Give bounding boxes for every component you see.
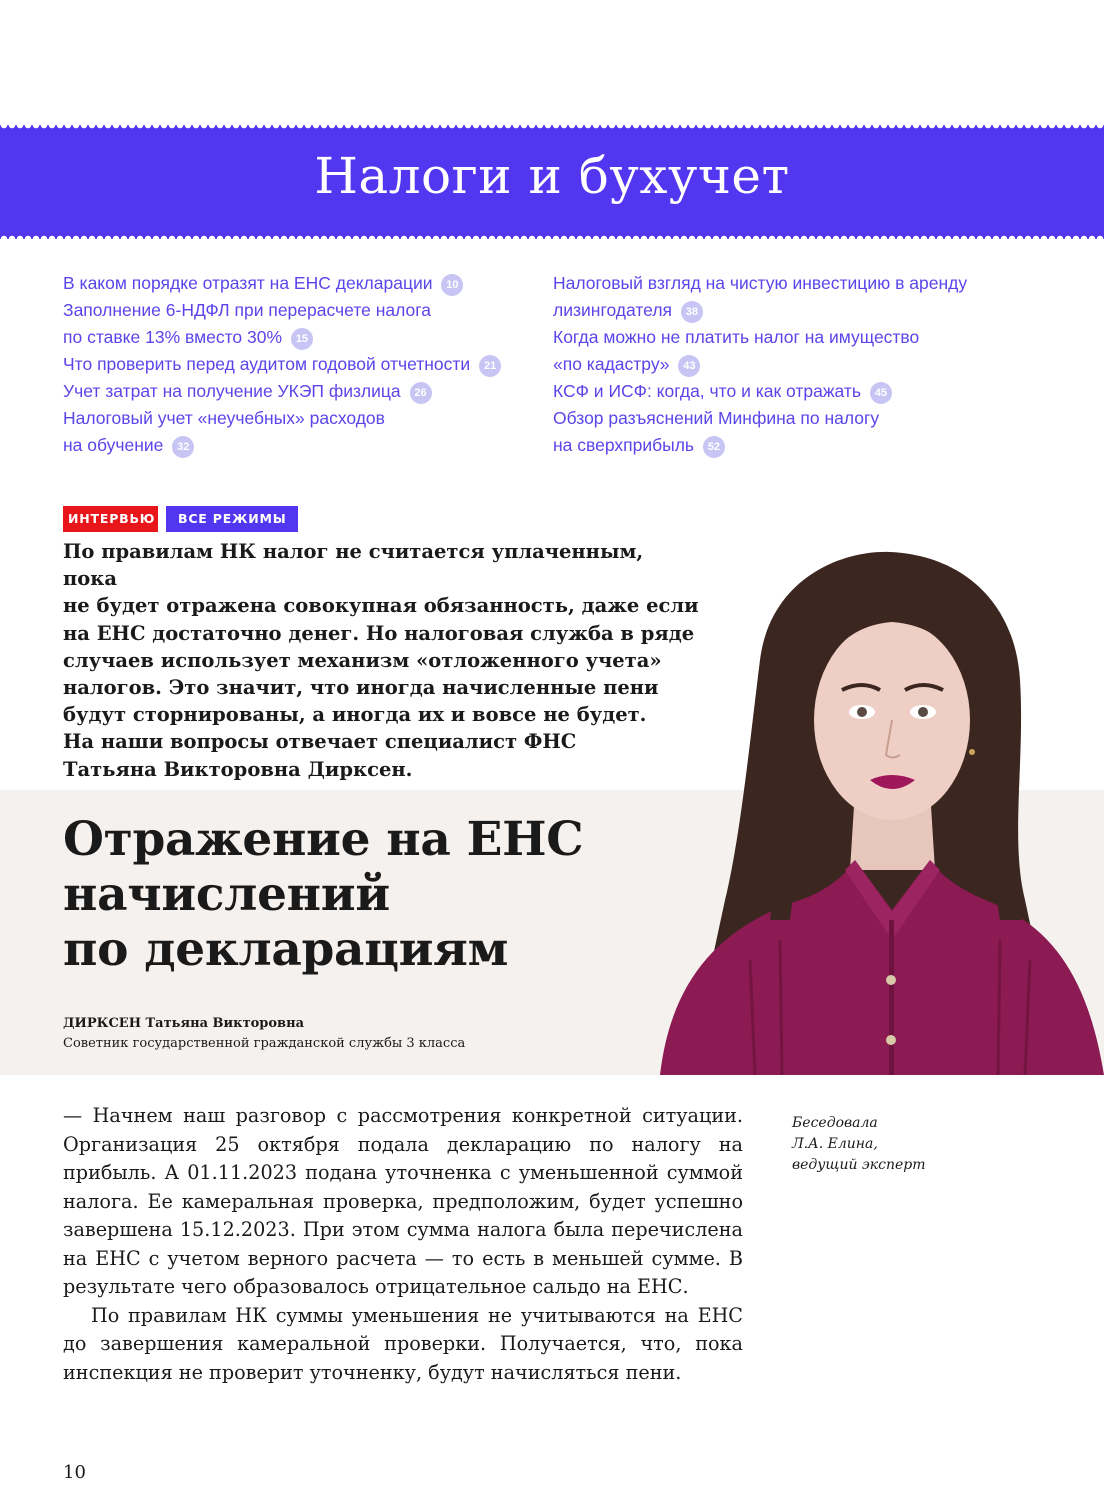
toc-item[interactable]: Налоговый учет «неучебных» расходов на обучение 32 bbox=[63, 405, 523, 459]
toc-item[interactable]: Обзор разъяснений Минфина по налогу на сверхприбыль 52 bbox=[553, 405, 1053, 459]
toc-column-right bbox=[553, 270, 1053, 459]
section-title: Налоги и бухучет bbox=[314, 147, 790, 205]
page-badge: 52 bbox=[703, 436, 725, 458]
author-name: ДИРКСЕН Татьяна Викторовна bbox=[63, 1016, 305, 1031]
author-role: Советник государственной гражданской службы 3 класса bbox=[63, 1036, 466, 1051]
page-badge: 32 bbox=[172, 436, 194, 458]
lead-paragraph: По правилам НК налог не считается уплаченным, пока не будет отражена совокупная обязанность, даже если на ЕНС достаточно денег. Но налоговая служба в ряде случаев использует механизм «отложенного учета» налогов. Это значит, что иногда начисленные пени будут сторнированы, а иногда их и вовсе не будет. На наши вопросы отвечает специалист ФНС Татьяна Викторовна Дирксен. bbox=[63, 540, 699, 781]
page-number: 10 bbox=[63, 1462, 86, 1483]
page-badge: 10 bbox=[441, 274, 463, 296]
toc-column-left bbox=[63, 270, 523, 459]
toc-item[interactable]: Учет затрат на получение УКЭП физлица 26 bbox=[63, 378, 523, 405]
article-tags bbox=[63, 506, 298, 532]
body-paragraph: По правилам НК суммы уменьшения не учитываются на ЕНС до завершения камеральной проверки. Получается, что, пока инспекция не проверит уточненку, будут начисляться пени. bbox=[63, 1303, 743, 1384]
page-badge: 43 bbox=[678, 355, 700, 377]
tag-interview[interactable]: ИНТЕРВЬЮ bbox=[63, 506, 158, 532]
toc-item[interactable]: КСФ и ИСФ: когда, что и как отражать 45 bbox=[553, 378, 1053, 405]
page-badge: 38 bbox=[681, 301, 703, 323]
article-body bbox=[63, 1102, 743, 1387]
page-badge: 15 bbox=[291, 328, 313, 350]
toc-item[interactable]: Налоговый взгляд на чистую инвестицию в аренду лизингодателя 38 bbox=[553, 270, 1053, 324]
toc-item[interactable]: Что проверить перед аудитом годовой отчетности 21 bbox=[63, 351, 523, 378]
article-title: Отражение на ЕНС начислений по декларациям bbox=[63, 812, 584, 977]
page-badge: 21 bbox=[479, 355, 501, 377]
interviewer-credit: Беседовала Л.А. Елина, ведущий эксперт bbox=[792, 1115, 926, 1173]
section-banner bbox=[0, 125, 1104, 239]
toc-item[interactable]: В каком порядке отразят на ЕНС декларации 10 bbox=[63, 270, 523, 297]
toc-item[interactable]: Заполнение 6-НДФЛ при перерасчете налога по ставке 13% вместо 30% 15 bbox=[63, 297, 523, 351]
body-paragraph: — Начнем наш разговор с рассмотрения конкретной ситуации. Организация 25 октября подала декларацию по налогу на прибыль. А 01.11.2023 подана уточненка с уменьшенной суммой налога. Ее камеральная проверка, предположим, будет успешно завершена 15.12.2023. При этом сумма налога была перечислена на ЕНС с учетом верного расчета — то есть в меньшей сумме. В результате чего образовалось отрицательное сальдо на ЕНС. bbox=[63, 1104, 743, 1298]
page-badge: 45 bbox=[870, 382, 892, 404]
tag-all-regimes[interactable]: ВСЕ РЕЖИМЫ bbox=[166, 506, 298, 532]
page-badge: 26 bbox=[410, 382, 432, 404]
toc-item[interactable]: Когда можно не платить налог на имущество «по кадастру» 43 bbox=[553, 324, 1053, 378]
